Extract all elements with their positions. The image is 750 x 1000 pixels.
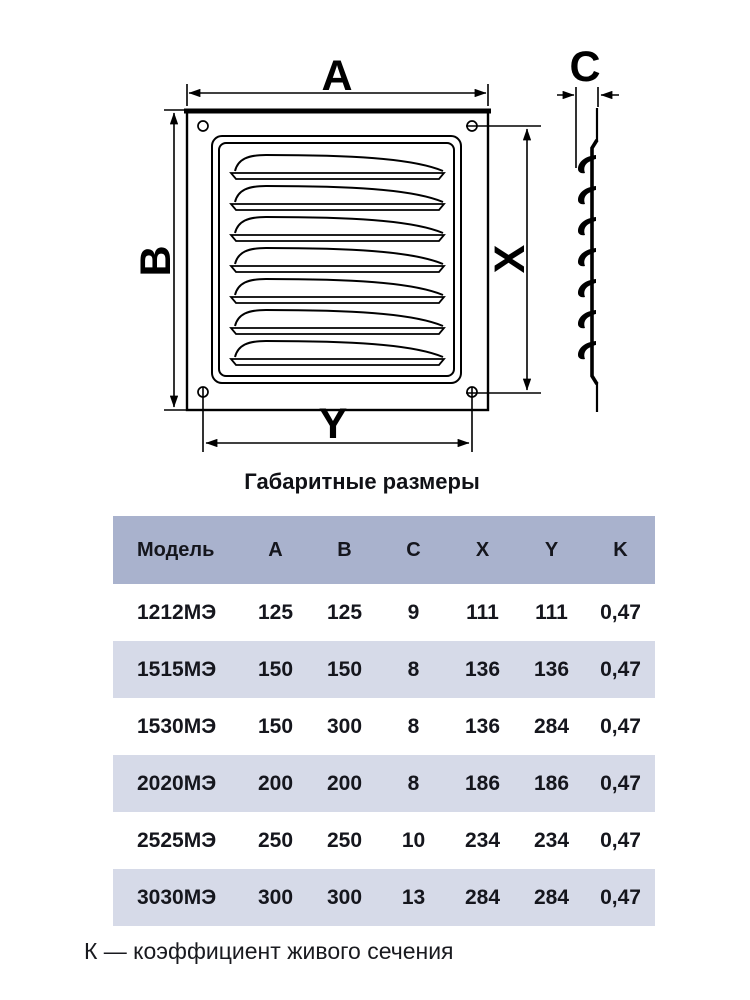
table-cell-model: 2525МЭ xyxy=(137,828,217,852)
table-cell: 136 xyxy=(464,714,501,738)
table-cell: 0,47 xyxy=(600,771,641,795)
table-cell: 136 xyxy=(464,657,501,681)
table-cell: 200 xyxy=(257,771,294,795)
table-cell: 0,47 xyxy=(600,714,641,738)
louver-bar xyxy=(231,204,444,210)
grille-side-view xyxy=(578,108,597,412)
table-cell-model: 1530МЭ xyxy=(137,714,217,738)
louver-bar xyxy=(231,235,444,241)
table-cell: 10 xyxy=(401,828,426,852)
table-cell: 125 xyxy=(257,600,294,624)
dim-label-b: B xyxy=(132,245,180,277)
screw-hole xyxy=(198,121,208,131)
dim-label-x: X xyxy=(486,244,534,274)
table-cell: 136 xyxy=(533,657,570,681)
table-cell: 150 xyxy=(257,714,294,738)
table-header-row xyxy=(113,516,655,584)
table-cell-model: 1515МЭ xyxy=(137,657,217,681)
louver-bar xyxy=(231,359,444,365)
footnote-k: К — коэффициент живого сечения xyxy=(84,938,454,964)
table-cell: 9 xyxy=(407,600,420,624)
dim-label-c: C xyxy=(569,43,601,91)
louver-bar xyxy=(231,297,444,303)
table-cell-model: 1212МЭ xyxy=(137,600,217,624)
dim-label-a: A xyxy=(321,52,353,100)
table-cell: 111 xyxy=(535,600,568,624)
louver-bar xyxy=(231,328,444,334)
diagram-title: Габаритные размеры xyxy=(244,469,480,494)
table-cell: 0,47 xyxy=(600,657,641,681)
table-row xyxy=(113,869,655,926)
table-header-cell: K xyxy=(613,538,628,561)
table-cell: 300 xyxy=(257,885,294,909)
table-cell: 111 xyxy=(466,600,499,624)
grille-front-view xyxy=(184,110,491,410)
table-cell: 250 xyxy=(257,828,294,852)
table-cell: 284 xyxy=(464,885,501,909)
table-cell: 234 xyxy=(533,828,570,852)
table-row xyxy=(113,584,655,641)
table-cell: 8 xyxy=(407,657,420,681)
table-header-cell: Модель xyxy=(137,538,215,561)
table-row xyxy=(113,755,655,812)
table-cell: 300 xyxy=(326,714,363,738)
table-row xyxy=(113,641,655,698)
table-cell: 250 xyxy=(326,828,363,852)
louver-bar xyxy=(231,173,444,179)
table-cell: 150 xyxy=(326,657,363,681)
table-header-cell: B xyxy=(337,538,352,561)
table-header-cell: C xyxy=(406,538,421,561)
table-cell: 284 xyxy=(533,885,570,909)
table-cell: 186 xyxy=(533,771,570,795)
table-cell-model: 2020МЭ xyxy=(137,771,217,795)
table-cell: 0,47 xyxy=(600,885,641,909)
table-cell: 186 xyxy=(464,771,501,795)
table-row xyxy=(113,698,655,755)
table-header-cell: A xyxy=(268,538,283,561)
table-cell-model: 3030МЭ xyxy=(137,885,217,909)
table-cell: 234 xyxy=(464,828,501,852)
table-cell: 13 xyxy=(401,885,426,909)
table-header-cell: X xyxy=(475,538,490,561)
table-cell: 0,47 xyxy=(600,600,641,624)
table-cell: 300 xyxy=(326,885,363,909)
dimension-diagram xyxy=(0,0,750,460)
table-cell: 8 xyxy=(407,771,420,795)
table-header-cell: Y xyxy=(544,538,559,561)
dim-label-y: Y xyxy=(318,400,348,448)
table-cell: 0,47 xyxy=(600,828,641,852)
side-face-line xyxy=(592,140,597,384)
table-cell: 284 xyxy=(533,714,570,738)
table-row xyxy=(113,812,655,869)
table-cell: 150 xyxy=(257,657,294,681)
table-cell: 200 xyxy=(326,771,363,795)
table-cell: 125 xyxy=(326,600,363,624)
dimensions-table xyxy=(113,516,655,926)
louver-bar xyxy=(231,266,444,272)
table-cell: 8 xyxy=(407,714,420,738)
